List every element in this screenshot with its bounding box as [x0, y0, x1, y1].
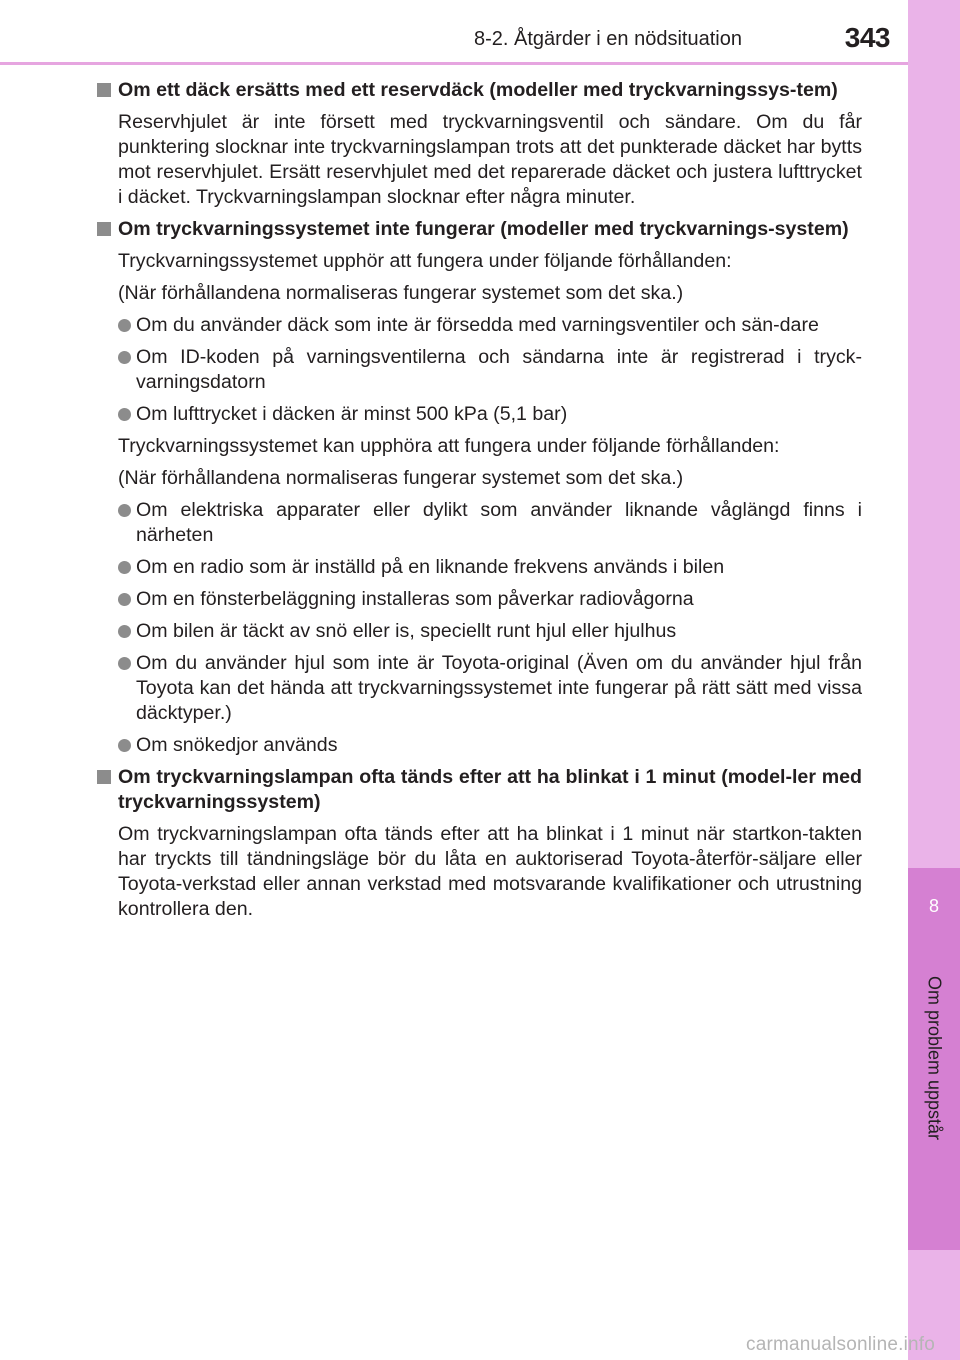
watermark: carmanualsonline.info: [746, 1334, 936, 1355]
list-item-text: Om du använder däck som inte är försedda med varningsventiler och sän-dare: [136, 314, 819, 336]
list-item-text: Om lufttrycket i däcken är minst 500 kPa (5,1 bar): [136, 403, 568, 425]
header-rule: [0, 62, 908, 65]
list-item: [96, 402, 862, 427]
section-heading: [96, 765, 862, 815]
list-item-text: Om du använder hjul som inte är Toyota-original (Även om du använder hjul från Toyota kan det hända att tryckvarningssystemet inte fungerar på rätt sätt med vissa däcktyper.): [136, 652, 862, 724]
heading-text: Om tryckvarningssystemet inte fungerar (modeller med tryckvarnings-system): [118, 218, 849, 240]
section-heading: [96, 217, 862, 242]
list-item: [96, 619, 862, 644]
paragraph: (När förhållandena normaliseras fungerar systemet som det ska.): [118, 467, 684, 489]
square-bullet-icon: [97, 222, 111, 236]
round-bullet-icon: [118, 739, 131, 752]
list-item: [96, 498, 862, 548]
list-item-text: Om ID-koden på varningsventilerna och sändarna inte är registrerad i tryck-varningsdatorn: [136, 346, 862, 393]
paragraph: Tryckvarningssystemet kan upphöra att fungera under följande förhållanden:: [118, 435, 780, 457]
paragraph: Reservhjulet är inte försett med tryckvarningsventil och sändare. Om du får punktering slocknar inte tryckvarningslampan trots att det punkterade däcket har bytts mot reservhjulet. Ersätt reservhjulet med det reparerade däcket och justera lufttrycket i däcket. Tryckvarningslampan slocknar efter några minuter.: [118, 111, 862, 208]
section-system-not-working: [96, 217, 862, 758]
round-bullet-icon: [118, 657, 131, 670]
page-content: [96, 78, 862, 929]
round-bullet-icon: [118, 561, 131, 574]
round-bullet-icon: [118, 408, 131, 421]
list-item-text: Om en radio som är inställd på en liknande frekvens används i bilen: [136, 556, 725, 578]
list-item: [96, 313, 862, 338]
section-lamp-blinking: [96, 765, 862, 922]
square-bullet-icon: [97, 83, 111, 97]
list-item: [96, 651, 862, 726]
round-bullet-icon: [118, 351, 131, 364]
round-bullet-icon: [118, 625, 131, 638]
list-item: [96, 733, 862, 758]
list-item-text: Om elektriska apparater eller dylikt som använder liknande våglängd finns i närheten: [136, 499, 862, 546]
paragraph: Om tryckvarningslampan ofta tänds efter att ha blinkat i 1 minut när startkon-takten har tryckts till tändningsläge bör du låta en auktoriserad Toyota-återför-säljare eller Toyota-verkstad eller annan verkstad med motsvarande kvalifikationer och utrustning kontrollera den.: [118, 823, 862, 920]
section-spare-tire: [96, 78, 862, 210]
page-number: 343: [844, 22, 890, 53]
list-item-text: Om bilen är täckt av snö eller is, speciellt runt hjul eller hjulhus: [136, 620, 677, 642]
list-item: [96, 345, 862, 395]
round-bullet-icon: [118, 319, 131, 332]
list-item-text: Om snökedjor används: [136, 734, 338, 756]
square-bullet-icon: [97, 770, 111, 784]
list-item: [96, 555, 862, 580]
heading-text: Om ett däck ersätts med ett reservdäck (modeller med tryckvarningssys-tem): [118, 79, 838, 101]
chapter-number: 8: [928, 896, 939, 916]
chapter-title: Om problem uppstår: [924, 975, 945, 1141]
paragraph: (När förhållandena normaliseras fungerar systemet som det ska.): [118, 282, 684, 304]
list-item-text: Om en fönsterbeläggning installeras som påverkar radiovågorna: [136, 588, 694, 610]
list-item: [96, 587, 862, 612]
heading-text: Om tryckvarningslampan ofta tänds efter att ha blinkat i 1 minut (model-ler med tryckvarningssystem): [118, 766, 862, 813]
section-title: 8-2. Åtgärder i en nödsituation: [474, 28, 742, 50]
round-bullet-icon: [118, 504, 131, 517]
round-bullet-icon: [118, 593, 131, 606]
section-heading: [96, 78, 862, 103]
paragraph: Tryckvarningssystemet upphör att fungera under följande förhållanden:: [118, 250, 732, 272]
